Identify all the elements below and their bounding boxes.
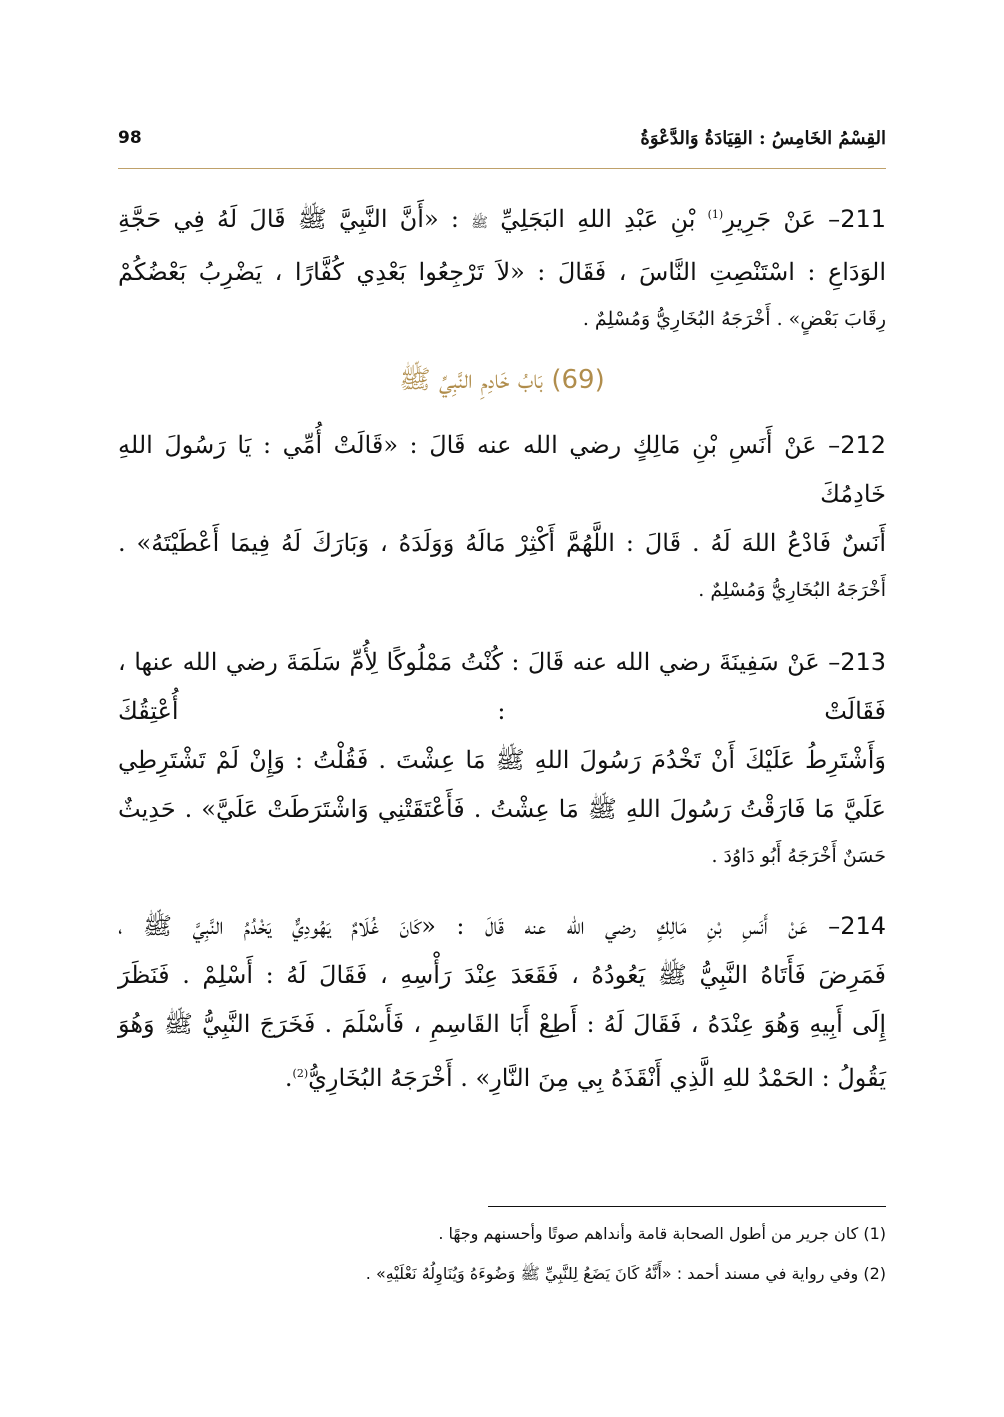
spacer bbox=[118, 612, 886, 638]
hadith-text: – عَنْ أَنَسِ بْنِ مَالِكٍ رضي الله عنه قَالَ : «كَانَ غُلَامٌ يَهُودِيٌّ يَخْدُمُ النَّبِيَّ ﷺ ، bbox=[118, 912, 841, 940]
section-title: القِسْمُ الخَامِسُ : القِيَادَةُ وَالدَّعْوَةُ bbox=[640, 127, 886, 149]
hadith-text: – عَنْ سَفِينَةَ رضي الله عنه قَالَ : كُنْتُ مَمْلُوكًا لِأُمِّ سَلَمَةَ رضي الله عنها ، فَقَالَتْ : أُعْتِقُكَ bbox=[118, 648, 886, 725]
hadith-212 bbox=[118, 421, 886, 612]
hadith-214-line-3: إِلَى أَبِيهِ وَهُوَ عِنْدَهُ ، فَقَالَ لَهُ : أَطِعْ أَبَا القَاسِمِ ، فَأَسْلَمَ . فَخَرَجَ النَّبِيُّ ﷺ وَهُوَ bbox=[118, 1010, 886, 1038]
running-header bbox=[118, 118, 886, 158]
hadith-number: 211 bbox=[840, 205, 886, 233]
hadith-text: – عَنْ أَنَسِ بْنِ مَالِكٍ رضي الله عنه قَالَ : «قَالَتْ أُمِّي : يَا رَسُولَ اللهِ خَادِمُكَ bbox=[118, 431, 886, 508]
footnote-number: (1) bbox=[863, 1224, 886, 1243]
main-text bbox=[118, 190, 886, 1103]
footnote-number: (2) bbox=[863, 1264, 886, 1283]
footnote-1 bbox=[118, 1214, 886, 1254]
hadith-212-line-3: أَخْرَجَهُ البُخَارِيُّ وَمُسْلِمٌ . bbox=[698, 579, 886, 601]
chapter-heading bbox=[118, 355, 886, 405]
hadith-text: يَقُولُ : الحَمْدُ للهِ الَّذِي أَنْقَذَهُ بِي مِنَ النَّارِ» . أَخْرَجَهُ البُخَارِيُّ bbox=[308, 1064, 886, 1092]
hadith-211-line-3: رِقَابَ بَعْضٍ» . أَخْرَجَهُ البُخَارِيُّ وَمُسْلِمٌ . bbox=[582, 308, 886, 330]
hadith-213-line-1 bbox=[118, 638, 886, 736]
page-number: 98 bbox=[118, 128, 142, 148]
hadith-text: بْنِ عَبْدِ اللهِ البَجَلِيِّ bbox=[500, 205, 696, 233]
hadith-211-line-1 bbox=[118, 190, 886, 248]
header-divider bbox=[118, 168, 886, 169]
chapter-title: بَابُ خَادِمِ النَّبِيِّ ﷺ bbox=[399, 365, 544, 395]
footnotes bbox=[118, 1214, 886, 1294]
hadith-211-line-2: الوَدَاعِ : اسْتَنْصِتِ النَّاسَ ، فَقَالَ : «لاَ تَرْجِعُوا بَعْدِي كُفَّارًا ، يَضْرِبُ بَعْضُكُمْ bbox=[118, 258, 886, 286]
hadith-number: 213 bbox=[840, 648, 886, 676]
hadith-214-line-4 bbox=[118, 1049, 886, 1103]
hadith-214-line-1 bbox=[118, 902, 886, 951]
hadith-214 bbox=[118, 902, 886, 1103]
footnote-text: كان جرير من أطول الصحابة قامة وأنداهم صوتًا وأحسنهم وجهًا . bbox=[438, 1224, 859, 1243]
footnote-ref-1[interactable]: (1) bbox=[707, 208, 724, 221]
hadith-213-line-2: وَأَشْتَرِطُ عَلَيْكَ أَنْ تَخْدُمَ رَسُولَ اللهِ ﷺ مَا عِشْتَ . فَقُلْتُ : وَإِنْ لَمْ تَشْتَرِطِي bbox=[118, 746, 886, 774]
hadith-number: 212 bbox=[840, 431, 886, 459]
honorific-ligature: ﷺ bbox=[471, 215, 489, 231]
hadith-213-line-3: عَلَيَّ مَا فَارَقْتُ رَسُولَ اللهِ ﷺ مَا عِشْتُ . فَأَعْتَقَتْنِي وَاشْتَرَطَتْ عَلَيَّ» . حَدِيثٌ bbox=[118, 795, 886, 823]
chapter-number: (69) bbox=[551, 365, 605, 395]
hadith-212-line-2: أَنَسٌ فَادْعُ اللهَ لَهُ . قَالَ : اللَّهُمَّ أَكْثِرْ مَالَهُ وَوَلَدَهُ ، وَبَارَكَ لَهُ فِيمَا أَعْطَيْتَهُ» . bbox=[118, 529, 886, 557]
hadith-text: . bbox=[284, 1064, 293, 1092]
hadith-text: : «أَنَّ النَّبِيَّ ﷺ قَالَ لَهُ فِي حَجَّةِ bbox=[118, 205, 459, 233]
footnote-2 bbox=[118, 1254, 886, 1294]
footnote-text: وفي رواية في مسند أحمد : «أَنَّهُ كَانَ يَضَعُ لِلنَّبِيِّ ﷺ وَضُوءَهُ وَيُنَاوِلُهُ نَعْلَيْهِ» . bbox=[365, 1264, 859, 1283]
spacer bbox=[118, 878, 886, 902]
hadith-text: – عَنْ جَرِيرِ bbox=[723, 205, 841, 233]
hadith-212-line-1 bbox=[118, 421, 886, 519]
hadith-213 bbox=[118, 638, 886, 878]
hadith-213-line-4: حَسَنٌ أَخْرَجَهُ أَبُو دَاوُدَ . bbox=[711, 845, 886, 867]
footnote-ref-2[interactable]: (2) bbox=[292, 1067, 309, 1080]
hadith-214-line-2: فَمَرِضَ فَأَتَاهُ النَّبِيُّ ﷺ يَعُودُهُ ، فَقَعَدَ عِنْدَ رَأْسِهِ ، فَقَالَ لَهُ : أَسْلِمْ . فَنَظَرَ bbox=[118, 961, 886, 989]
footnote-divider bbox=[488, 1206, 886, 1207]
hadith-number: 214 bbox=[840, 912, 886, 940]
hadith-211 bbox=[118, 190, 886, 341]
